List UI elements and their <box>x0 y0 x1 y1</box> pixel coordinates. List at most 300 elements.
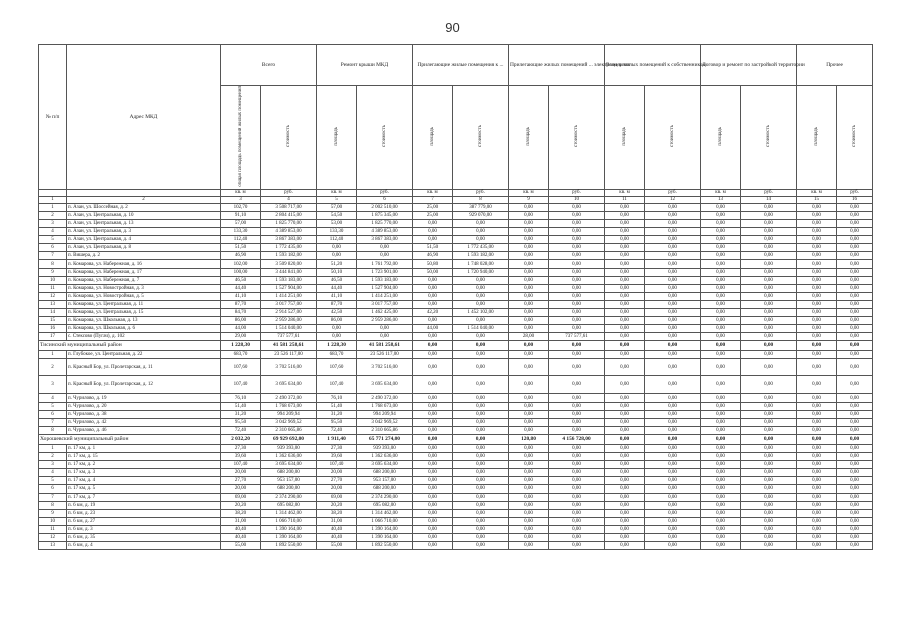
cell-value: 0,00 <box>645 219 701 227</box>
table-row <box>39 203 873 211</box>
cell-value: 0,00 <box>453 533 509 541</box>
cell-value: 44,40 <box>317 284 357 292</box>
cell-value: 0,00 <box>701 542 741 550</box>
cell-value: 0,00 <box>741 434 797 444</box>
cell-value: 31,00 <box>221 517 261 525</box>
cell-value: 1 593 183,00 <box>357 276 413 284</box>
cell-value: 0,00 <box>605 351 645 359</box>
cell-value: 3 702 516,00 <box>357 359 413 376</box>
cell-value: 0,00 <box>413 300 453 308</box>
row-address: п. Глубокое, ул. Центральная, д. 22 <box>67 351 221 359</box>
cell-value: 0,00 <box>549 341 605 351</box>
table-row <box>39 493 873 501</box>
cell-value: 0,00 <box>645 493 701 501</box>
cell-value: 0,00 <box>741 317 797 325</box>
cell-value: 0,00 <box>741 211 797 219</box>
cell-value: 0,00 <box>797 461 837 469</box>
cell-value: 0,00 <box>741 426 797 434</box>
row-address: п. Комарова, ул. Школьная, д. 13 <box>67 317 221 325</box>
cell-value: 0,00 <box>605 444 645 452</box>
cell-value: 0,00 <box>605 426 645 434</box>
cell-value: 0,00 <box>701 292 741 300</box>
cell-value: 1 593 182,00 <box>453 252 509 260</box>
header-water: Вход в жилых помещений к собственником <box>605 45 701 86</box>
cell-value: 0,00 <box>549 252 605 260</box>
cell-value: 41 581 258,61 <box>261 341 317 351</box>
cell-value: 0,00 <box>701 461 741 469</box>
cell-value: 0,00 <box>645 260 701 268</box>
cell-value: 50,10 <box>317 268 357 276</box>
cell-value: 1 514 040,00 <box>261 325 317 333</box>
cell-value: 0,00 <box>509 284 549 292</box>
cell-value: 0,00 <box>549 211 605 219</box>
cell-value: 0,00 <box>741 203 797 211</box>
cell-value: 0,00 <box>741 394 797 402</box>
cell-value: 0,00 <box>549 410 605 418</box>
cell-value: 0,00 <box>509 341 549 351</box>
cell-value: 0,00 <box>605 341 645 351</box>
page-number: 90 <box>445 20 460 35</box>
row-address: п. Комарова, ул. Набережная, д. 16 <box>67 260 221 268</box>
cell-value: 0,00 <box>549 359 605 376</box>
cell-value: 0,00 <box>797 453 837 461</box>
cell-value: 1 414 251,00 <box>261 292 317 300</box>
cell-value: 0,00 <box>605 276 645 284</box>
cell-value: 0,00 <box>509 244 549 252</box>
row-address: п. 6 км, д. 3 <box>67 525 221 533</box>
cell-value: 0,00 <box>797 244 837 252</box>
cell-value: 112,40 <box>317 236 357 244</box>
cell-value: 0,00 <box>605 542 645 550</box>
sub-header: площадь <box>797 86 837 190</box>
cell-value: 0,00 <box>797 434 837 444</box>
cell-value: 1 772 435,00 <box>453 244 509 252</box>
row-number: 3 <box>39 376 67 394</box>
cell-value: 3 867 383,00 <box>357 236 413 244</box>
row-number: 6 <box>39 485 67 493</box>
cell-value: 1 228,30 <box>221 341 261 351</box>
cell-value: 0,00 <box>701 444 741 452</box>
cell-value: 0,00 <box>701 333 741 341</box>
cell-value: 46,50 <box>221 276 261 284</box>
cell-value: 0,00 <box>741 276 797 284</box>
row-number: 7 <box>39 493 67 501</box>
cell-value: 65 771 274,00 <box>357 434 413 444</box>
cell-value: 0,00 <box>701 228 741 236</box>
cell-value: 0,00 <box>837 203 873 211</box>
cell-value: 44,40 <box>221 284 261 292</box>
cell-value: 695 082,00 <box>357 501 413 509</box>
cell-value: 0,00 <box>837 477 873 485</box>
cell-value: 0,00 <box>549 461 605 469</box>
row-address: п. 6 км, д. 19 <box>67 501 221 509</box>
cell-value: 0,00 <box>317 325 357 333</box>
data-table <box>38 44 873 550</box>
cell-value: 1 593 183,00 <box>261 276 317 284</box>
cell-value: 0,00 <box>701 525 741 533</box>
row-address: п. Красный Бор, ул. Пролетарская, д. 11 <box>67 359 221 376</box>
cell-value: 0,00 <box>797 525 837 533</box>
row-number: 7 <box>39 418 67 426</box>
cell-value: 0,00 <box>509 211 549 219</box>
cell-value: 0,00 <box>837 394 873 402</box>
cell-value: 0,00 <box>413 509 453 517</box>
cell-value: 0,00 <box>837 434 873 444</box>
cell-value: 0,00 <box>605 461 645 469</box>
header-num: № п/п <box>39 45 67 190</box>
cell-value: 0,00 <box>797 268 837 276</box>
cell-value: 0,00 <box>837 359 873 376</box>
cell-value: 23 526 117,00 <box>357 351 413 359</box>
row-number: 8 <box>39 501 67 509</box>
cell-value: 0,00 <box>741 509 797 517</box>
cell-value: 50,00 <box>413 268 453 276</box>
cell-value: 0,00 <box>797 211 837 219</box>
cell-value: 0,00 <box>605 402 645 410</box>
cell-value: 0,00 <box>837 236 873 244</box>
row-number: 4 <box>39 228 67 236</box>
cell-value: 0,00 <box>509 509 549 517</box>
cell-value: 1 514 040,00 <box>453 325 509 333</box>
cell-value: 0,00 <box>413 469 453 477</box>
cell-value: 939 393,00 <box>357 444 413 452</box>
cell-value: 0,00 <box>549 402 605 410</box>
row-address: п. 17 км, д. 5 <box>67 485 221 493</box>
cell-value: 0,00 <box>701 268 741 276</box>
cell-value: 0,00 <box>509 410 549 418</box>
cell-value: 0,00 <box>549 292 605 300</box>
cell-value: 0,00 <box>605 525 645 533</box>
cell-value: 0,00 <box>413 292 453 300</box>
cell-value: 0,00 <box>645 418 701 426</box>
cell-value: 107,40 <box>221 376 261 394</box>
cell-value: 0,00 <box>413 341 453 351</box>
cell-value: 0,00 <box>701 501 741 509</box>
row-number: 8 <box>39 260 67 268</box>
table-row <box>39 469 873 477</box>
cell-value: 0,00 <box>453 469 509 477</box>
row-number: 14 <box>39 309 67 317</box>
table-row <box>39 309 873 317</box>
cell-value: 0,00 <box>453 284 509 292</box>
cell-value: 0,00 <box>645 276 701 284</box>
table-row <box>39 317 873 325</box>
cell-value: 0,00 <box>797 444 837 452</box>
cell-value: 0,00 <box>797 426 837 434</box>
cell-value: 0,00 <box>645 309 701 317</box>
cell-value: 0,00 <box>741 461 797 469</box>
cell-value: 69,00 <box>221 493 261 501</box>
cell-value: 0,00 <box>509 542 549 550</box>
cell-value: 0,00 <box>453 333 509 341</box>
cell-value: 0,00 <box>509 292 549 300</box>
cell-value: 0,00 <box>413 493 453 501</box>
cell-value: 0,00 <box>549 509 605 517</box>
cell-value: 0,00 <box>645 351 701 359</box>
table-row <box>39 325 873 333</box>
row-address: п. 17 км, д. 7 <box>67 493 221 501</box>
cell-value: 0,00 <box>837 317 873 325</box>
cell-value: 0,00 <box>741 533 797 541</box>
cell-value: 53,00 <box>317 219 357 227</box>
row-number: 17 <box>39 333 67 341</box>
cell-value: 0,00 <box>701 244 741 252</box>
cell-value: 0,00 <box>605 300 645 308</box>
sub-header: стоимость <box>453 86 509 190</box>
cell-value: 3 867 383,00 <box>261 236 317 244</box>
cell-value: 0,00 <box>549 493 605 501</box>
cell-value: 0,00 <box>837 533 873 541</box>
cell-value: 0,00 <box>605 236 645 244</box>
cell-value: 0,00 <box>549 376 605 394</box>
cell-value: 0,00 <box>605 493 645 501</box>
cell-value: 0,00 <box>509 317 549 325</box>
cell-value: 0,00 <box>549 394 605 402</box>
cell-value: 0,00 <box>605 509 645 517</box>
cell-value: 0,00 <box>509 418 549 426</box>
cell-value: 0,00 <box>413 453 453 461</box>
cell-value: 0,00 <box>741 300 797 308</box>
cell-value: 0,00 <box>413 376 453 394</box>
cell-value: 1 414 251,00 <box>357 292 413 300</box>
row-address: п. 6 км, д. 4 <box>67 542 221 550</box>
cell-value: 2 374 290,00 <box>261 493 317 501</box>
cell-value: 91,10 <box>221 211 261 219</box>
row-number: 12 <box>39 533 67 541</box>
cell-value: 0,00 <box>317 244 357 252</box>
cell-value: 102,70 <box>221 203 261 211</box>
cell-value: 0,00 <box>741 325 797 333</box>
cell-value: 0,00 <box>317 252 357 260</box>
cell-value: 0,00 <box>509 453 549 461</box>
cell-value: 0,00 <box>509 252 549 260</box>
sub-header: стоимость <box>261 86 317 190</box>
cell-value: 0,00 <box>605 418 645 426</box>
sub-header: стоимость <box>741 86 797 190</box>
cell-value: 51,40 <box>221 402 261 410</box>
cell-value: 0,00 <box>605 477 645 485</box>
row-address: п. Азан, ул. Шоссейная, д. 2 <box>67 203 221 211</box>
cell-value: 0,00 <box>549 244 605 252</box>
cell-value: 0,00 <box>701 351 741 359</box>
units-row: кв. м руб. кв. м руб. кв. м руб. кв. м руб. кв. м руб. кв. м руб. кв. м руб. <box>39 189 873 196</box>
cell-value: 0,00 <box>797 228 837 236</box>
row-number: 1 <box>39 203 67 211</box>
cell-value: 0,00 <box>741 418 797 426</box>
cell-value: 0,00 <box>645 453 701 461</box>
row-address: п. Азан, ул. Центральная, д. 4 <box>67 236 221 244</box>
cell-value: 0,00 <box>701 317 741 325</box>
cell-value: 737 577,61 <box>261 333 317 341</box>
table-row <box>39 485 873 493</box>
row-address: п. 17 км, д. 15 <box>67 453 221 461</box>
cell-value: 25,00 <box>413 203 453 211</box>
cell-value: 0,00 <box>509 359 549 376</box>
cell-value: 3 444 841,00 <box>261 268 317 276</box>
cell-value: 0,00 <box>357 252 413 260</box>
cell-value: 0,00 <box>797 203 837 211</box>
cell-value: 0,00 <box>605 292 645 300</box>
cell-value: 2 914 527,00 <box>261 309 317 317</box>
cell-value: 1 772 435,00 <box>261 244 317 252</box>
cell-value: 0,00 <box>741 501 797 509</box>
cell-value: 1 527 904,00 <box>357 284 413 292</box>
cell-value: 0,00 <box>701 477 741 485</box>
row-number: 10 <box>39 517 67 525</box>
row-number: 5 <box>39 477 67 485</box>
cell-value: 0,00 <box>509 493 549 501</box>
cell-value: 0,00 <box>645 236 701 244</box>
cell-value: 0,00 <box>837 426 873 434</box>
cell-value: 44,00 <box>413 325 453 333</box>
cell-value: 0,00 <box>645 317 701 325</box>
cell-value: 0,00 <box>837 300 873 308</box>
cell-value: 25,00 <box>413 211 453 219</box>
cell-value: 0,00 <box>701 434 741 444</box>
cell-value: 0,00 <box>645 485 701 493</box>
cell-value: 0,00 <box>549 268 605 276</box>
cell-value: 41 581 258,61 <box>357 341 413 351</box>
cell-value: 23 526 117,00 <box>261 351 317 359</box>
cell-value: 0,00 <box>741 236 797 244</box>
cell-value: 0,00 <box>453 394 509 402</box>
cell-value: 27,30 <box>221 444 261 452</box>
cell-value: 0,00 <box>605 284 645 292</box>
cell-value: 688 200,00 <box>261 485 317 493</box>
cell-value: 84,70 <box>221 309 261 317</box>
cell-value: 0,00 <box>741 268 797 276</box>
cell-value: 0,00 <box>605 252 645 260</box>
cell-value: 0,00 <box>701 359 741 376</box>
cell-value: 0,00 <box>741 525 797 533</box>
cell-value: 0,00 <box>549 351 605 359</box>
cell-value: 0,00 <box>453 228 509 236</box>
cell-value: 51,20 <box>317 260 357 268</box>
cell-value: 0,00 <box>413 236 453 244</box>
cell-value: 1 390 164,00 <box>357 533 413 541</box>
cell-value: 51,50 <box>413 244 453 252</box>
cell-value: 0,00 <box>797 284 837 292</box>
cell-value: 0,00 <box>837 410 873 418</box>
cell-value: 0,00 <box>645 469 701 477</box>
cell-value: 0,00 <box>645 410 701 418</box>
row-number: 4 <box>39 394 67 402</box>
cell-value: 1 892 550,00 <box>357 542 413 550</box>
cell-value: 72,40 <box>221 426 261 434</box>
cell-value: 0,00 <box>797 309 837 317</box>
cell-value: 0,00 <box>509 485 549 493</box>
cell-value: 0,00 <box>741 477 797 485</box>
cell-value: 0,00 <box>453 351 509 359</box>
cell-value: 3 695 634,00 <box>261 376 317 394</box>
cell-value: 0,00 <box>453 461 509 469</box>
cell-value: 28,00 <box>509 333 549 341</box>
cell-value: 0,00 <box>549 517 605 525</box>
cell-value: 0,00 <box>741 252 797 260</box>
cell-value: 0,00 <box>645 228 701 236</box>
row-address: п. 17 км, д. 2 <box>67 461 221 469</box>
cell-value: 2 490 372,00 <box>357 394 413 402</box>
row-number: 4 <box>39 469 67 477</box>
cell-value: 0,00 <box>837 493 873 501</box>
cell-value: 3 017 757,00 <box>357 300 413 308</box>
cell-value: 0,00 <box>645 376 701 394</box>
cell-value: 0,00 <box>357 244 413 252</box>
header-total: Всего <box>221 45 317 86</box>
cell-value: 0,00 <box>701 469 741 477</box>
cell-value: 0,00 <box>509 426 549 434</box>
cell-value: 0,00 <box>317 333 357 341</box>
table-row <box>39 394 873 402</box>
cell-value: 0,00 <box>413 394 453 402</box>
cell-value: 2 490 372,00 <box>261 394 317 402</box>
cell-value: 1 911,40 <box>317 434 357 444</box>
cell-value: 0,00 <box>797 501 837 509</box>
cell-value: 95,50 <box>317 418 357 426</box>
cell-value: 0,00 <box>741 341 797 351</box>
cell-value: 1 390 164,00 <box>357 525 413 533</box>
cell-value: 0,00 <box>413 284 453 292</box>
cell-value: 20,00 <box>221 485 261 493</box>
cell-value: 0,00 <box>797 317 837 325</box>
cell-value: 0,00 <box>549 276 605 284</box>
cell-value: 0,00 <box>549 325 605 333</box>
cell-value: 0,00 <box>453 525 509 533</box>
cell-value: 0,00 <box>701 493 741 501</box>
cell-value: 1 362 636,00 <box>261 453 317 461</box>
cell-value: 0,00 <box>453 402 509 410</box>
table-row <box>39 418 873 426</box>
header-roof: Ремонт крыши МКД <box>317 45 413 86</box>
cell-value: 0,00 <box>549 418 605 426</box>
cell-value: 0,00 <box>837 292 873 300</box>
cell-value: 0,00 <box>413 351 453 359</box>
row-number: 3 <box>39 219 67 227</box>
cell-value: 0,00 <box>797 418 837 426</box>
row-number: 13 <box>39 300 67 308</box>
cell-value: 0,00 <box>741 376 797 394</box>
row-number: 2 <box>39 211 67 219</box>
cell-value: 46,50 <box>317 276 357 284</box>
cell-value: 44,00 <box>221 325 261 333</box>
cell-value: 0,00 <box>837 444 873 452</box>
cell-value: 0,00 <box>549 236 605 244</box>
cell-value: 0,00 <box>837 228 873 236</box>
cell-value: 683,70 <box>317 351 357 359</box>
cell-value: 0,00 <box>549 533 605 541</box>
cell-value: 0,00 <box>413 317 453 325</box>
cell-value: 0,00 <box>605 501 645 509</box>
cell-value: 0,00 <box>645 211 701 219</box>
cell-value: 87,70 <box>317 300 357 308</box>
cell-value: 38,20 <box>317 509 357 517</box>
cell-value: 0,00 <box>549 469 605 477</box>
cell-value: 0,00 <box>549 542 605 550</box>
row-number: 11 <box>39 284 67 292</box>
cell-value: 39,60 <box>317 453 357 461</box>
cell-value: 0,00 <box>645 325 701 333</box>
cell-value: 0,00 <box>509 260 549 268</box>
row-number: 15 <box>39 317 67 325</box>
table-row <box>39 228 873 236</box>
table-row <box>39 359 873 376</box>
cell-value: 3 695 634,00 <box>357 376 413 394</box>
row-address: п. Азан, ул. Центральная, д. 3 <box>67 228 221 236</box>
table-row <box>39 444 873 452</box>
cell-value: 0,00 <box>837 453 873 461</box>
cell-value: 0,00 <box>645 268 701 276</box>
cell-value: 0,00 <box>701 485 741 493</box>
